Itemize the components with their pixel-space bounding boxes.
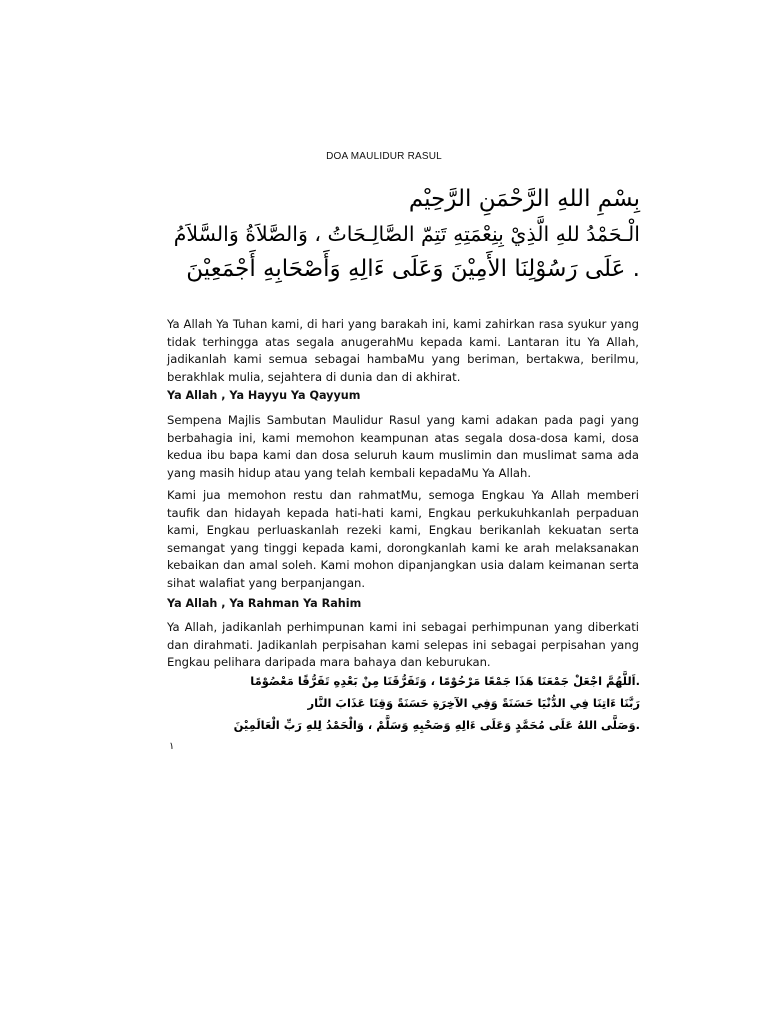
arabic-salawat-line: . عَلَى رَسُوْلِنَا الأَمِيْنَ وَعَلَى ءَالِهِ وَأَصْحَابِهِ أَجْمَعِيْنَ	[186, 256, 640, 282]
paragraph-blessings: Kami jua memohon restu dan rahmatMu, semoga Engkau Ya Allah memberi taufik dan hidayah kepada hati-hati kami, Engkau perkukuhkanlah perpaduan kami, Engkau perluaskanlah rezeki kami, Engkau berikanlah kekuatan serta semangat yang tinggi kepada kami, dorongkanlah kami ke arah melaksanakan kebaikan dan amal soleh. Kami mohon dipanjangkan usia dalam keimanan serta sihat walafiat yang berpanjangan.	[167, 488, 639, 590]
arabic-closing-line-3: .وَصَلَّى اللهُ عَلَى مُحَمَّدٍ وَعَلَى ءَالِهِ وَصَحْبِهِ وَسَلَّمْ ، وَالْحَمْدُ لِلهِ رَبِّ الْعَالَمِيْنَ	[233, 718, 640, 732]
document-title: DOA MAULIDUR RASUL	[326, 151, 442, 162]
paragraph-gathering: Ya Allah, jadikanlah perhimpunan kami ini sebagai perhimpunan yang diberkati dan dirahmati. Jadikanlah perpisahan kami selepas ini sebagai perpisahan yang Engkau pelihara daripada mara bahaya dan keburukan.	[167, 620, 639, 670]
arabic-basmalah: بِسْمِ اللهِ الرَّحْمَنِ الرَّحِيْم	[408, 186, 640, 212]
heading-rahman-rahim: Ya Allah , Ya Rahman Ya Rahim	[167, 597, 362, 610]
paragraph-thanksgiving: Ya Allah Ya Tuhan kami, di hari yang barakah ini, kami zahirkan rasa syukur yang tidak terhingga atas segala anugerahMu kepada kami. Lantaran itu Ya Allah, jadikanlah kami semua sebagai hambaMu yang beriman, bertakwa, berilmu, berakhlak mulia, sejahtera di dunia dan di akhirat.	[167, 317, 639, 384]
arabic-closing-line-2: رَبَّنَا ءَاتِنَا فِي الدُّنْيَا حَسَنَةً وَفِي الآخِرَةِ حَسَنَةً وَقِنَا عَذَابَ النَّار	[307, 696, 640, 710]
paragraph-forgiveness: Sempena Majlis Sambutan Maulidur Rasul yang kami adakan pada pagi yang berbahagia ini, kami memohon keampunan atas segala dosa-dosa kami, dosa kedua ibu bapa kami dan dosa seluruh kaum muslimin dan muslimat sama ada yang masih hidup atau yang telah kembali kepadaMu Ya Allah.	[167, 413, 639, 480]
arabic-closing-line-1: .اَللَّهُمَّ اجْعَلْ جَمْعَنَا هَذَا جَمْعًا مَرْحُوْمًا ، وَتَفَرُّقَنَا مِنْ بَعْدِهِ تَفَرُّقًا مَعْصُوْمًا	[250, 674, 640, 688]
page-number: ١	[169, 741, 175, 752]
arabic-hamdalah-line: الْـحَمْدُ للهِ الَّذِيْ بِنِعْمَتِهِ تَتِمّ الصَّالِـحَاتُ ، وَالصَّلاَةُ وَالسَّلاَمُ	[173, 222, 640, 246]
heading-hayyu-qayyum: Ya Allah , Ya Hayyu Ya Qayyum	[167, 389, 361, 402]
